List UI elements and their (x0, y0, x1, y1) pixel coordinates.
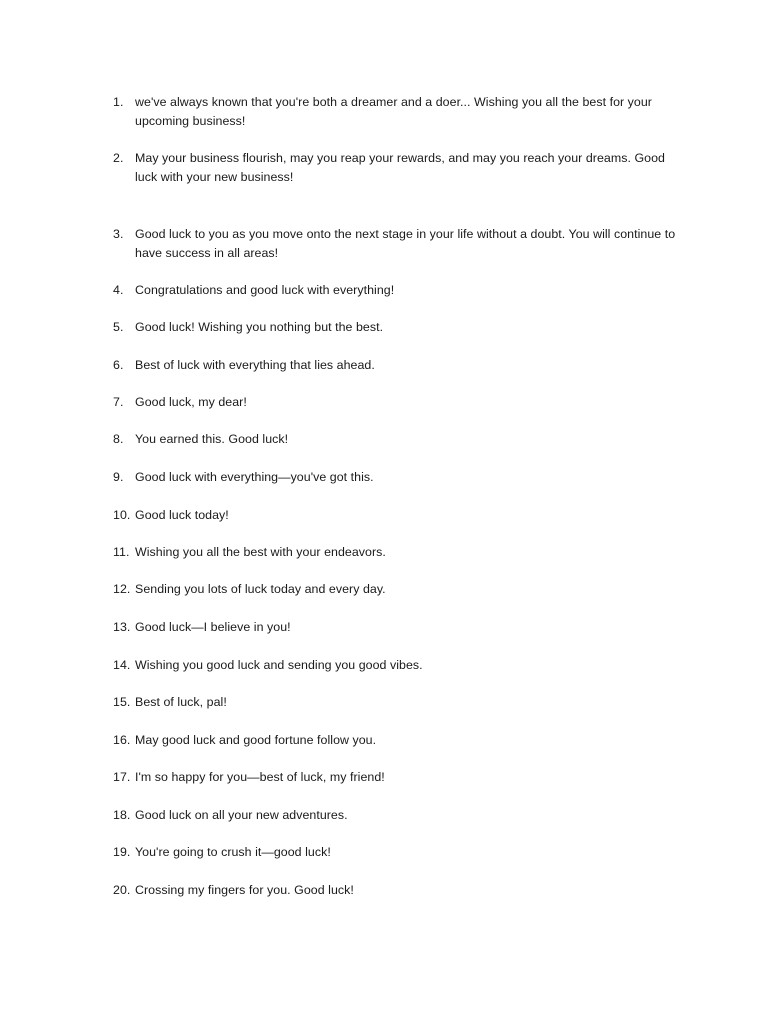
item-text: Good luck—I believe in you! (135, 620, 291, 634)
list-item (113, 768, 683, 787)
item-text: I'm so happy for you—best of luck, my friend! (135, 770, 385, 784)
item-text: Wishing you all the best with your endeavors. (135, 545, 386, 559)
list-item (113, 656, 683, 675)
item-text: Good luck today! (135, 508, 229, 522)
item-number: 7. (113, 395, 124, 409)
item-text: May good luck and good fortune follow you. (135, 733, 377, 747)
item-number: 3. (113, 227, 124, 241)
item-text: You earned this. Good luck! (135, 432, 289, 446)
item-text: Good luck on all your new adventures. (135, 808, 348, 822)
list-item (113, 843, 683, 862)
item-text: we've always known that you're both a dreamer and a doer... Wishing you all the best for your upcoming business! (135, 95, 652, 128)
item-number: 2. (113, 151, 124, 165)
item-number: 16. (113, 733, 131, 747)
item-text: Congratulations and good luck with everything! (135, 283, 395, 297)
list-item (113, 430, 683, 449)
list-item (113, 318, 683, 337)
item-number: 5. (113, 320, 124, 334)
list-item (113, 806, 683, 825)
item-number: 4. (113, 283, 124, 297)
item-number: 10. (113, 508, 131, 522)
list-item (113, 281, 683, 300)
list-item (113, 580, 683, 599)
item-text: May your business flourish, may you reap your rewards, and may you reach your dreams. Good luck with your new business! (135, 151, 665, 184)
list-item (113, 356, 683, 375)
list-item (113, 506, 683, 525)
list-item (113, 881, 683, 900)
item-number: 18. (113, 808, 131, 822)
list-item (113, 618, 683, 637)
item-text: Best of luck with everything that lies ahead. (135, 358, 375, 372)
item-text: Good luck to you as you move onto the next stage in your life without a doubt. You will continue to have success in all areas! (135, 227, 676, 260)
list-item (113, 393, 683, 412)
item-text: You're going to crush it—good luck! (135, 845, 331, 859)
list-item (113, 93, 683, 130)
item-number: 15. (113, 695, 131, 709)
item-number: 20. (113, 883, 131, 897)
item-text: Best of luck, pal! (135, 695, 227, 709)
item-number: 13. (113, 620, 131, 634)
item-number: 6. (113, 358, 124, 372)
item-text: Good luck! Wishing you nothing but the best. (135, 320, 384, 334)
item-number: 11. (113, 545, 130, 559)
list-item (113, 468, 683, 487)
item-number: 19. (113, 845, 131, 859)
list-item (113, 543, 683, 562)
list-item (113, 225, 683, 262)
item-number: 17. (113, 770, 131, 784)
item-number: 14. (113, 658, 131, 672)
item-text: Sending you lots of luck today and every day. (135, 582, 386, 596)
list-item (113, 731, 683, 750)
item-number: 8. (113, 432, 124, 446)
list-item (113, 693, 683, 712)
item-number: 1. (113, 95, 124, 109)
item-text: Wishing you good luck and sending you good vibes. (135, 658, 423, 672)
item-number: 9. (113, 470, 124, 484)
item-text: Crossing my fingers for you. Good luck! (135, 883, 354, 897)
item-number: 12. (113, 582, 131, 596)
item-text: Good luck, my dear! (135, 395, 247, 409)
item-text: Good luck with everything—you've got this. (135, 470, 374, 484)
list-item (113, 149, 683, 186)
